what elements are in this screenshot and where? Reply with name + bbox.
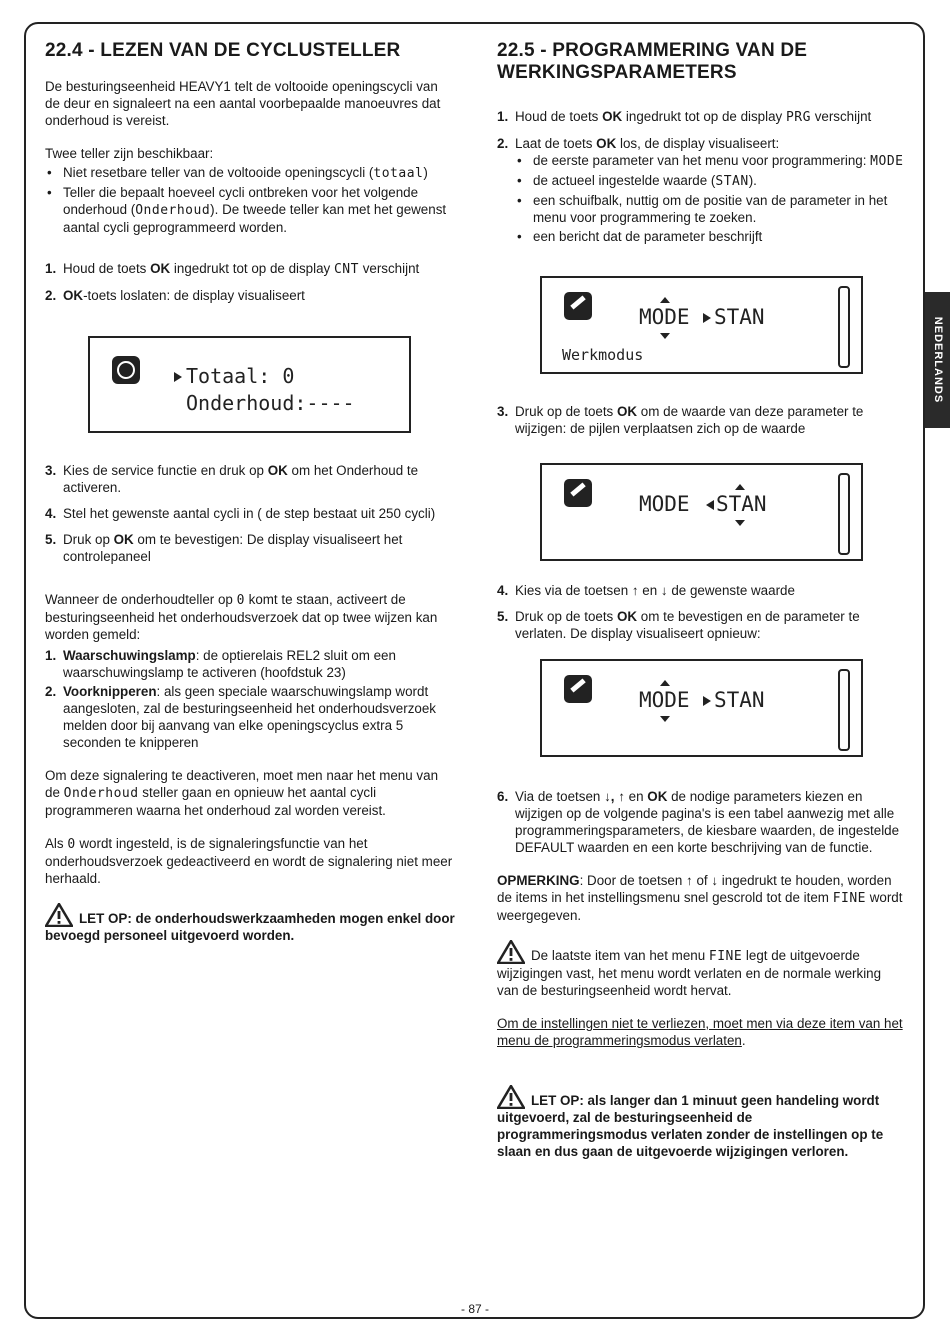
list-item: 5. Druk op de toets OK om te bevestigen en de parameter te verlaten. De display visualiseert opnieuw: [497,609,860,641]
selector-arrow-icon [703,313,711,323]
note-paragraph: OPMERKING: Door de toetsen ↑ of ↓ ingedrukt te houden, worden de items in het instellingsmenu snel gescrold tot de item FINE wordt weergegeven. [497,873,903,923]
wrench-icon [564,292,592,320]
lcd-display-mode-1 [540,276,863,374]
counters-intro: Twee teller zijn beschikbaar: [45,146,214,161]
list-item: 3. Druk op de toets OK om de waarde van deze parameter te wijzigen: de pijlen verplaatsen zich op de waarde [497,404,864,436]
zero-paragraph: Wanneer de onderhoudteller op 0 komt te staan, activeert de besturingseenheid het onderhoudsverzoek dat op twee wijzen kan worden gemeld: [45,592,438,642]
list-item: • de actueel ingestelde waarde (STAN). [515,172,905,190]
wrench-icon [564,479,592,507]
list-item: 1. Waarschuwingslamp: de optierelais REL2 sluit om een waarschuwingslamp te activeren (hoofdstuk 23) [45,648,396,680]
page-number: - 87 - [460,1302,489,1316]
list-item: 1. Houd de toets OK ingedrukt tot op de display CNT verschijnt [45,261,420,277]
section-heading-22-4: 22.4 - LEZEN VAN DE CYCLUSTELLER [45,40,401,61]
scrollbar [838,473,850,555]
left-column-lower [45,462,455,960]
list-item: 2. Laat de toets OK los, de display visualiseert: • de eerste parameter van het menu voor programmering: MODE • de actueel ingestelde waarde (STAN). • een schuifbalk, nuttig om de positie van de parameter in het menu voor programmering te zoeken. • een bericht dat de parameter beschrijft [497,135,905,245]
list-item: • een schuifbalk, nuttig om de positie van de parameter in het menu voor programmering te zoeken. [515,192,905,226]
arrow-up-icon [660,297,670,303]
warning-note-right: LET OP: als langer dan 1 minuut geen handeling wordt uitgevoerd, zal de besturingseenheid de programmeringsmodus verlaten zonder de instellingen op te slaan en dus gaan de uitgevoerde wijzigingen verloren. [497,1085,905,1160]
right-column-mid [497,403,905,446]
lcd-display-counter [88,336,411,433]
right-column-mid2 [497,582,905,651]
arrow-down-icon [660,716,670,722]
left-column [45,40,455,313]
warning-icon [45,903,73,927]
selector-arrow-icon [174,372,182,382]
deactivate-paragraph: Om deze signalering te deactiveren, moet men naar het menu van de Onderhoud steller gaan en opnieuw het aantal cycli programmeren waarna het onderhoud zal worden vereist. [45,768,439,818]
wrench-icon [564,675,592,703]
arrow-up-icon [735,484,745,490]
programming-steps-a [497,108,905,245]
selector-arrow-icon [703,696,711,706]
selector-arrow-icon [706,500,714,510]
lcd-value: STAN [714,305,765,329]
lcd-parameter: MODE [639,688,690,712]
warning-icon [497,1085,525,1109]
list-item: • Niet resetbare teller van de voltooide openingscycli (totaal) [45,164,455,182]
list-item: 4. Stel het gewenste aantal cycli in ( de step bestaat uit 250 cycli) [45,506,436,521]
list-item: • de eerste parameter van het menu voor programmering: MODE [515,152,905,170]
scrollbar [838,669,850,751]
intro-paragraph: De besturingseenheid HEAVY1 telt de voltooide openingscycli van de deur en signaleert na een aantal voorbepaalde manoeuvres dat onderhoud is vereist. [45,79,441,128]
section-heading-22-5: 22.5 - PROGRAMMERING VAN DE WERKINGSPARAMETERS [497,40,808,83]
lcd-display-mode-3 [540,659,863,757]
list-item: 2. Voorknipperen: als geen speciale waarschuwingslamp wordt aangesloten, zal de besturingseenheid het onderhoudsverzoek melden door bij aanvang van elke openingscyclus extra 5 seconden te knipperen [45,684,436,750]
lcd-display-mode-2 [540,463,863,561]
counter-icon [112,356,140,384]
list-item: 3. Kies de service functie en druk op OK om het Onderhoud te activeren. [45,463,419,495]
steps-list-a [45,260,455,304]
list-item: 5. Druk op OK om te bevestigen: De display visualiseert het controlepaneel [45,532,403,564]
warning-note-left: LET OP: de onderhoudswerkzaamheden mogen enkel door bevoegd personeel uitgevoerd worden. [45,903,455,944]
scrollbar [838,286,850,368]
programming-steps-d [497,788,905,856]
list-item: 4. Kies via de toetsen ↑ en ↓ de gewenste waarde [497,583,795,598]
language-tab-label: NEDERLANDS [931,316,944,404]
underlined-note: Om de instellingen niet te verliezen, moet men via deze item van het menu de programmeringsmodus verlaten. [497,1016,903,1048]
list-item: • een bericht dat de parameter beschrijft [515,228,905,245]
zero-set-paragraph: Als 0 wordt ingesteld, is de signaleringsfunctie van het onderhoudsverzoek gedeactiveerd en wordt de signalering niet meer herhaald. [45,836,453,886]
language-tab [925,292,950,428]
list-item: • Teller die bepaalt hoeveel cycli ontbreken voor het volgende onderhoud (Onderhoud). De tweede teller kan met het gewenst aantal cycli geprogrammeerd worden. [45,184,455,236]
counters-list [45,164,455,236]
steps-list-b [45,462,455,565]
warning-icon [497,940,525,964]
lcd-value: STAN [714,688,765,712]
list-item: 1. Houd de toets OK ingedrukt tot op de display PRG verschijnt [497,109,872,125]
lcd-line-total: Totaal: 0 [186,364,295,388]
lcd-parameter: MODE [639,305,690,329]
lcd-line-maintenance: Onderhoud:---- [186,391,355,415]
programming-steps-b [497,403,905,437]
lcd-description: Werkmodus [562,346,644,364]
warning-methods-list [45,647,455,751]
arrow-up-icon [660,680,670,686]
lcd-value: STAN [716,492,767,516]
right-column-lower [497,788,905,1176]
arrow-down-icon [735,520,745,526]
right-column [497,40,905,254]
list-item: 2. OK-toets loslaten: de display visualiseert [45,288,305,303]
display-elements-list [515,152,905,245]
arrow-down-icon [660,333,670,339]
list-item: 6. Via de toetsen ↓, ↑ en OK de nodige parameters kiezen en wijzigen op de volgende pagina's is een tabel aanwezig met alle programmeringsparameters, de kiesbare waarden, de ingestelde DEFAULT waarden en een korte beschrijving van de functie. [497,789,900,855]
programming-steps-c [497,582,905,642]
lcd-parameter: MODE [639,492,690,516]
last-item-paragraph: De laatste item van het menu FINE legt de uitgevoerde wijzigingen vast, het menu wordt verlaten en de normale werking van de besturingseenheid wordt hervat. [497,940,905,999]
